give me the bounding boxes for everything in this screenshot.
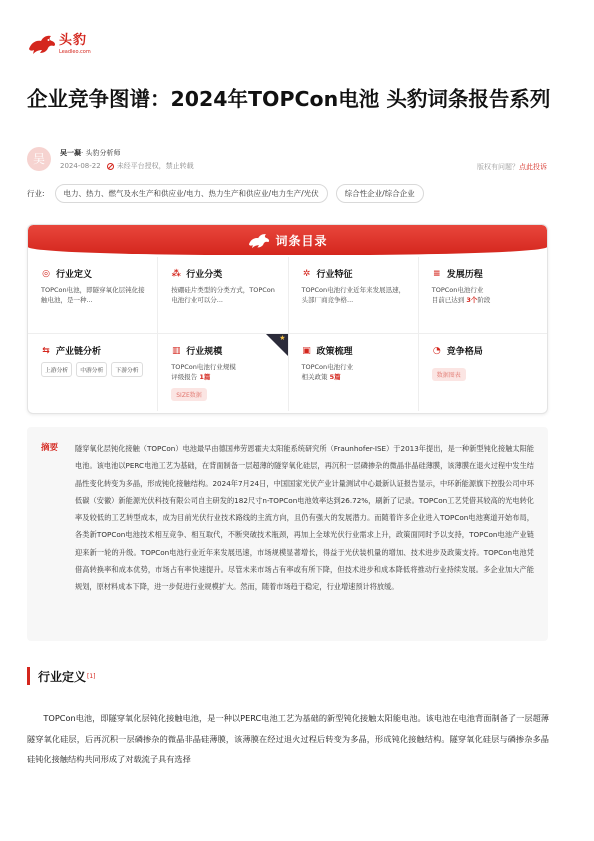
- size-data-tag[interactable]: SIZE数据: [171, 388, 206, 401]
- policy-count: 5篇: [329, 373, 341, 381]
- logo-url: Leadleo.com: [59, 49, 91, 55]
- author-meta: [60, 161, 194, 171]
- toc-item-title: 发展历程: [446, 270, 483, 280]
- downstream-tag[interactable]: 下游分析: [111, 362, 142, 377]
- leopard-icon: [247, 232, 271, 249]
- complaint-link[interactable]: 点此投诉: [519, 163, 547, 171]
- toc-item-policy[interactable]: [289, 334, 419, 411]
- toc-item-chain[interactable]: [28, 334, 158, 411]
- toc-item-text: TOPCon电池行业 目前已达到 3个阶段: [431, 286, 491, 304]
- abstract-text: 隧穿氧化层钝化接触（TOPCon）电池最早由德国弗劳恩霍夫太阳能系统研究所（Fraunhofer-ISE）于2013年提出，是一种新型钝化接触太阳能电池。该电池以PERC电池工艺为基础，在背面制备一层超薄的隧穿氧化硅层，再沉积一层磷掺杂的微晶非晶硅薄膜，该薄膜在退火过程中发生结晶性变化转变为多晶，形成钝化接触结构。2024年7月24日，中国国家光伏产业计量测试中心最新认证报告显示，中环新能源旗下控股公司中环低碳（安徽）新能源光伏科技有限公司自主研发的182尺寸n-TOPCon电池效率达到26.72%，刷新了记录。TOPCon工艺凭借其较高的光电转化率及较低的工艺转型成本，成为目前光伏行业技术路线的主流方向，且仍有强大的发展潜力。而随着许多企业进入TOPCon电池赛道开始布局，各类新TOPCon电池技术相互竞争、相互取代，不断突破技术瓶颈，再加上全球光伏行业需求上升，政策面同时予以支持，TOPCon电池产业链迎来新一轮的升级。TOPCon电池行业近年来发展迅速，市场规模显著增长，得益于光伏装机量的增加、技术进步及政策支持。TOPCon电池凭借高转换率和成本优势，市场占有率快速提升。尽管未来市场占有率或有所下降，但技术进步和成本降低将推动行业持续发展。多企业加大产能规划，原材料成本下降，进一步促进行业规模扩大。然而，随着市场趋于稳定，行业增速预计将放缓。: [75, 444, 534, 592]
- author-role: · 头豹分析师: [81, 149, 121, 157]
- body-text: TOPCon电池，即隧穿氧化层钝化接触电池，是一种以PERC电池工艺为基础的新型钝化接触太阳能电池。该电池在电池背面制备了一层超薄隧穿氧化硅层，后再沉积一层磷掺杂的微晶非晶硅薄膜，该薄膜在经过退火过程后转变为多晶，形成钝化接触结构。隧穿氧化硅层与磷掺杂多晶硅钝化接触结构共同形成了对载流子具有选择: [27, 713, 549, 764]
- toc-item-title: 行业定义: [56, 270, 93, 280]
- section-title: 行业定义: [38, 669, 87, 684]
- scale-icon: ▥: [171, 345, 181, 356]
- toc-item-classification[interactable]: [158, 257, 288, 334]
- avatar[interactable]: 吴: [27, 147, 51, 171]
- industry-tag[interactable]: 综合性企业/综合企业: [336, 184, 424, 203]
- toc-item-features[interactable]: [289, 257, 419, 334]
- no-reprint-icon: [107, 163, 114, 170]
- toc-item-text: 按硼硅片类型的分类方式，TOPCon电池行业可以分...: [171, 286, 275, 304]
- toc-item-definition[interactable]: [28, 257, 158, 334]
- section-heading: [27, 667, 96, 685]
- upstream-tag[interactable]: 上游分析: [41, 362, 72, 377]
- policy-icon: ▣: [302, 345, 311, 356]
- body-paragraph: [27, 708, 549, 770]
- publish-date: 2024-08-22: [60, 162, 101, 170]
- page-title: 企业竞争图谱：2024年TOPCon电池 头豹词条报告系列: [27, 87, 551, 111]
- copyright-complaint: [477, 162, 547, 172]
- abstract-box: [27, 427, 548, 641]
- classification-icon: ⁂: [171, 268, 181, 279]
- toc-item-title: 行业分类: [186, 270, 223, 280]
- toc-item-text: TOPCon电池行业规模 评级报告 1篇: [171, 363, 236, 381]
- chain-icon: ⇆: [42, 345, 50, 356]
- toc-item-title: 竞争格局: [446, 347, 483, 357]
- star-icon: ★: [279, 334, 286, 342]
- competition-icon: ◔: [432, 345, 441, 356]
- copyright-question: 版权有问题？: [477, 163, 519, 171]
- stage-count: 3个: [466, 296, 478, 304]
- toc-grid: [28, 257, 548, 411]
- toc-item-title: 行业特征: [316, 270, 353, 280]
- toc-header: [28, 225, 547, 255]
- toc-item-title: 政策梳理: [316, 347, 353, 357]
- toc-item-history[interactable]: [419, 257, 548, 334]
- abstract-label: 摘要: [41, 443, 59, 453]
- section-bar: [27, 667, 30, 685]
- definition-icon: ◎: [42, 268, 50, 279]
- brand-logo[interactable]: [27, 33, 91, 56]
- toc-item-title: 行业规模: [186, 347, 223, 357]
- toc-item-text: TOPCon电池行业近年来发展迅速，头部厂商竞争格...: [301, 286, 406, 304]
- toc-item-title: 产业链分析: [56, 347, 102, 357]
- toc-item-text: TOPCon电池，即隧穿氧化层钝化接触电池，是一种...: [41, 286, 145, 304]
- report-count: 1篇: [199, 373, 211, 381]
- toc-card: [27, 224, 548, 414]
- industry-row: [27, 184, 557, 202]
- industry-tag[interactable]: 电力、热力、燃气及水生产和供应业/电力、热力生产和供应业/电力生产/光伏: [55, 184, 328, 203]
- chain-tags: [41, 362, 147, 377]
- leopard-logo-icon: [27, 33, 57, 55]
- chart-data-tag[interactable]: 数据图表: [432, 368, 466, 381]
- author-info: [60, 148, 120, 158]
- toc-item-scale[interactable]: [158, 334, 288, 411]
- author-row: [27, 147, 547, 173]
- author-name[interactable]: 吴一凝: [60, 149, 81, 157]
- toc-item-competition[interactable]: [419, 334, 548, 411]
- feature-icon: ✲: [302, 268, 311, 279]
- toc-title: 词条目录: [275, 233, 328, 248]
- footnote-ref[interactable]: [1]: [87, 672, 96, 680]
- industry-label: 行业:: [27, 188, 45, 198]
- reprint-notice: 未经平台授权，禁止转载: [116, 162, 194, 170]
- logo-name: 头豹: [59, 33, 88, 48]
- toc-item-text: TOPCon电池行业 相关政策 5篇: [301, 363, 354, 381]
- midstream-tag[interactable]: 中游分析: [76, 362, 107, 377]
- history-icon: ≡: [432, 268, 441, 279]
